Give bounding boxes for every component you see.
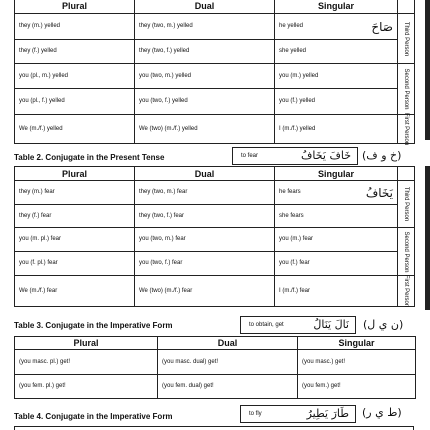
page-binding-edge [425,0,430,140]
column-header-singular: Singular [298,337,416,350]
table-cell[interactable]: you (m. pl.) fear [15,228,135,252]
table-cell[interactable]: (you fem. dual) get! [158,375,298,399]
table-cell[interactable]: (you masc. pl.) get! [15,350,158,375]
verb-root: (خ و ف) [362,149,402,162]
person-label-first: First Person [398,276,415,307]
table-cell[interactable]: they (f.) fear [15,205,135,228]
table-cell[interactable]: they (m.) fear [15,181,135,205]
table-cell[interactable]: We (two) (m./f.) yelled [135,115,275,144]
verb-root: (ن ي ل) [363,318,404,331]
column-header-dual: Dual [135,0,275,14]
column-header-dual: Dual [135,167,275,181]
table-4-caption: Table 4. Conjugate in the Imperative Form [14,412,173,421]
verb-root: (ط ي ر) [362,406,402,419]
column-header-plural: Plural [15,0,135,14]
table-cell[interactable]: you (two, f.) fear [135,252,275,276]
table-cell[interactable]: We (m./f.) fear [15,276,135,307]
page-binding-edge [425,166,430,310]
table-cell[interactable]: you (two, f.) yelled [135,89,275,115]
table-4-top-border [14,426,414,430]
table-cell[interactable]: you (pl., m.) yelled [15,64,135,89]
table-cell[interactable]: they (f.) yelled [15,40,135,64]
table-3-caption: Table 3. Conjugate in the Imperative Form [14,321,173,330]
table-cell[interactable]: he yelled صَاحَ [275,14,398,40]
table-cell[interactable]: you (f.) yelled [275,89,398,115]
arabic-verb: صَاحَ [371,19,393,34]
table-cell[interactable]: they (two, f.) yelled [135,40,275,64]
table-cell[interactable]: they (two, f.) fear [135,205,275,228]
table-2 [14,166,415,307]
person-label-third: Third Person [398,181,415,228]
verb-box-table-2 [232,147,358,165]
table-1 [14,0,415,144]
column-header-singular: Singular [275,167,398,181]
verb-box-table-3 [240,316,356,334]
verb-english: to fear [241,153,259,159]
table-cell[interactable]: they (two, m.) yelled [135,14,275,40]
table-cell[interactable]: (you masc. dual) get! [158,350,298,375]
table-cell[interactable]: you (pl., f.) yelled [15,89,135,115]
table-cell[interactable]: (you fem.) get! [298,375,416,399]
person-label-second: Second Person [398,228,415,276]
person-label-second: Second Person [398,64,415,115]
column-header-plural: Plural [15,167,135,181]
column-header-dual: Dual [158,337,298,350]
arabic-verb: يَخَافُ [365,185,393,200]
table-cell[interactable]: he fears يَخَافُ [275,181,398,205]
table-cell[interactable]: they (m.) yelled [15,14,135,40]
column-header-singular: Singular [275,0,398,14]
table-cell[interactable]: We (m./f.) yelled [15,115,135,144]
table-cell[interactable]: they (two, m.) fear [135,181,275,205]
column-header-plural: Plural [15,337,158,350]
table-cell[interactable]: I (m./f.) fear [275,276,398,307]
verb-arabic: طَارَ يَطِيرُ [306,407,349,420]
table-cell[interactable]: you (m.) yelled [275,64,398,89]
table-cell[interactable]: (you masc.) get! [298,350,416,375]
table-3 [14,336,416,399]
table-cell[interactable]: you (m.) fear [275,228,398,252]
verb-english: to obtain, get [249,322,284,328]
table-cell[interactable]: she fears [275,205,398,228]
table-cell[interactable]: you (f. pl.) fear [15,252,135,276]
verb-english: to fly [249,411,262,417]
table-cell[interactable]: I (m./f.) yelled [275,115,398,144]
verb-box-table-4 [240,405,356,423]
table-cell[interactable]: she yelled [275,40,398,64]
verb-arabic: نَالَ يَنَالُ [313,318,349,331]
person-label-third: Third Person [398,14,415,64]
table-cell[interactable]: you (f.) fear [275,252,398,276]
table-cell[interactable]: you (two, m.) yelled [135,64,275,89]
table-2-caption: Table 2. Conjugate in the Present Tense [14,153,165,162]
person-label-first: First Person [398,115,415,144]
table-cell[interactable]: you (two, m.) fear [135,228,275,252]
verb-arabic: خَافَ يَخَافُ [301,149,351,162]
table-cell[interactable]: (you fem. pl.) get! [15,375,158,399]
table-cell[interactable]: We (two) (m./f.) fear [135,276,275,307]
